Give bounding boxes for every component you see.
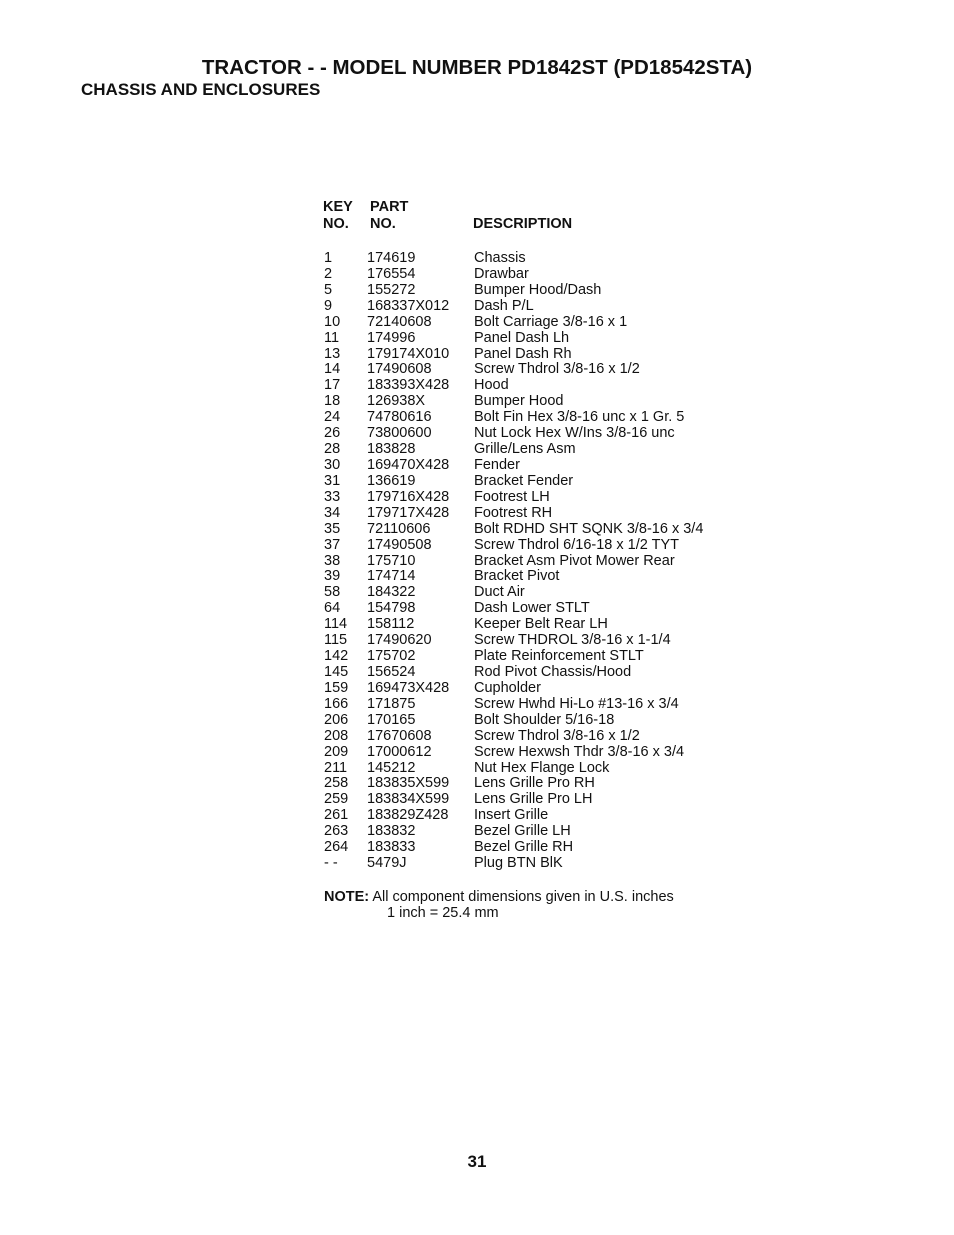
table-row: [324, 474, 744, 490]
table-row: [324, 267, 744, 283]
description-cell: Nut Hex Flange Lock: [474, 759, 610, 776]
description-cell: Bezel Grille LH: [474, 823, 571, 840]
table-row: [324, 490, 744, 506]
description-cell: Footrest LH: [474, 488, 550, 505]
part-no-cell: 17490508: [367, 536, 432, 553]
table-row: [324, 697, 744, 713]
note-line1: All component dimensions given in U.S. inches: [372, 889, 674, 905]
part-no-cell: 183393X428: [367, 377, 450, 394]
description-cell: Screw Hexwsh Thdr 3/8-16 x 3/4: [474, 743, 685, 760]
table-row: [324, 426, 744, 442]
key-no-cell: 5: [324, 281, 333, 298]
table-row: [324, 522, 744, 538]
part-no-cell: 158112: [367, 616, 415, 633]
table-row: [324, 458, 744, 474]
part-no-cell: 183833: [367, 839, 416, 856]
part-no-cell: 170165: [367, 711, 416, 728]
table-row: [324, 761, 744, 777]
description-cell: Bracket Fender: [474, 472, 574, 489]
part-no-cell: 73800600: [367, 425, 432, 442]
key-no-cell: 259: [324, 791, 349, 808]
table-row: [324, 601, 744, 617]
table-row: [324, 681, 744, 697]
key-no-cell: 35: [324, 520, 341, 537]
description-cell: Cupholder: [474, 679, 541, 696]
key-no-cell: - -: [324, 855, 338, 872]
part-no-cell: 17490620: [367, 632, 432, 649]
key-no-cell: 14: [324, 361, 341, 378]
key-no-cell: 166: [324, 695, 349, 712]
key-no-cell: 258: [324, 775, 349, 792]
description-cell: Keeper Belt Rear LH: [474, 616, 608, 633]
key-no-cell: 263: [324, 823, 349, 840]
key-no-cell: 18: [324, 393, 341, 410]
description-cell: Duct Air: [474, 584, 525, 601]
description-cell: Bolt Carriage 3/8-16 x 1: [474, 313, 628, 330]
table-row: [324, 633, 744, 649]
part-no-cell: 74780616: [367, 409, 432, 426]
key-no-cell: 10: [324, 313, 341, 330]
key-no-cell: 11: [324, 329, 340, 346]
description-cell: Hood: [474, 377, 509, 394]
description-cell: Bumper Hood: [474, 393, 564, 410]
table-row: [324, 585, 744, 601]
description-cell: Lens Grille Pro LH: [474, 791, 593, 808]
part-no-cell: 174619: [367, 250, 416, 266]
description-cell: Screw Thdrol 6/16-18 x 1/2 TYT: [474, 536, 679, 553]
key-no-header-line1: KEY: [323, 199, 353, 215]
part-no-cell: 183835X599: [367, 775, 450, 792]
table-row: [324, 808, 744, 824]
description-cell: Screw THDROL 3/8-16 x 1-1/4: [474, 632, 671, 649]
key-no-cell: 24: [324, 409, 341, 426]
description-cell: Bumper Hood/Dash: [474, 281, 602, 298]
part-no-cell: 5479J: [367, 855, 407, 872]
key-no-cell: 9: [324, 297, 333, 314]
table-row: [324, 347, 744, 363]
description-cell: Screw Thdrol 3/8-16 x 1/2: [474, 727, 640, 744]
description-cell: Grille/Lens Asm: [474, 441, 576, 458]
part-no-cell: 126938X: [367, 393, 426, 410]
description-cell: Bolt RDHD SHT SQNK 3/8-16 x 3/4: [474, 520, 704, 537]
key-no-cell: 33: [324, 488, 341, 505]
description-cell: Dash Lower STLT: [474, 600, 590, 617]
key-no-cell: 208: [324, 727, 349, 744]
description-cell: Nut Lock Hex W/Ins 3/8-16 unc: [474, 425, 675, 442]
part-no-cell: 183832: [367, 823, 416, 840]
part-no-cell: 17000612: [367, 743, 432, 760]
part-no-cell: 174714: [367, 568, 416, 585]
table-row: [324, 410, 744, 426]
table-row: [324, 745, 744, 761]
key-no-header-line2: NO.: [323, 216, 349, 232]
table-row: [324, 729, 744, 745]
key-no-cell: 209: [324, 743, 349, 760]
description-cell: Bezel Grille RH: [474, 839, 574, 856]
description-header: DESCRIPTION: [473, 216, 573, 232]
description-cell: Fender: [474, 456, 520, 473]
part-no-cell: 179716X428: [367, 488, 450, 505]
part-no-cell: 183828: [367, 441, 416, 458]
description-cell: Bracket Asm Pivot Mower Rear: [474, 552, 675, 569]
description-cell: Screw Hwhd Hi-Lo #13-16 x 3/4: [474, 695, 679, 712]
description-cell: Drawbar: [474, 265, 529, 282]
description-cell: Dash P/L: [474, 297, 534, 314]
part-no-cell: 156524: [367, 663, 416, 680]
table-row: [324, 299, 744, 315]
table-row: [324, 840, 744, 856]
part-no-cell: 155272: [367, 281, 416, 298]
description-cell: Plug BTN BlK: [474, 855, 563, 872]
part-no-cell: 175710: [367, 552, 416, 569]
table-row: [324, 554, 744, 570]
note-line2: 1 inch = 25.4 mm: [387, 905, 499, 921]
key-no-cell: 39: [324, 568, 341, 585]
description-cell: Rod Pivot Chassis/Hood: [474, 663, 632, 680]
part-no-cell: 171875: [367, 695, 416, 712]
section-subtitle: CHASSIS AND ENCLOSURES: [81, 80, 321, 99]
part-no-cell: 17490608: [367, 361, 432, 378]
description-cell: Bracket Pivot: [474, 568, 560, 585]
part-no-header-line2: NO.: [370, 216, 396, 232]
table-row: [324, 394, 744, 410]
page-title: TRACTOR - - MODEL NUMBER PD1842ST (PD18542STA): [201, 56, 753, 79]
part-no-header-line1: PART: [370, 199, 409, 215]
key-no-cell: 30: [324, 456, 341, 473]
table-row: [324, 362, 744, 378]
key-no-cell: 264: [324, 839, 349, 856]
key-no-cell: 17: [324, 377, 341, 394]
part-no-cell: 184322: [367, 584, 416, 601]
part-no-cell: 179717X428: [367, 504, 450, 521]
table-row: [324, 331, 744, 347]
key-no-cell: 34: [324, 504, 341, 521]
description-cell: Insert Grille: [474, 807, 549, 824]
table-row: [324, 442, 744, 458]
table-row: [324, 506, 744, 522]
table-row: [324, 315, 744, 331]
table-row: [324, 617, 744, 633]
part-no-cell: 72110606: [367, 520, 431, 537]
table-row: [324, 665, 744, 681]
table-row: [324, 824, 744, 840]
key-no-cell: 115: [324, 632, 348, 649]
table-row: [324, 649, 744, 665]
description-cell: Bolt Fin Hex 3/8-16 unc x 1 Gr. 5: [474, 409, 685, 426]
key-no-cell: 64: [324, 600, 341, 617]
part-no-cell: 145212: [367, 759, 416, 776]
description-cell: Chassis: [474, 250, 526, 266]
table-row: [324, 856, 744, 872]
note: [324, 889, 674, 905]
description-cell: Screw Thdrol 3/8-16 x 1/2: [474, 361, 640, 378]
part-no-cell: 176554: [367, 265, 416, 282]
description-cell: Lens Grille Pro RH: [474, 775, 595, 792]
part-no-cell: 169473X428: [367, 679, 450, 696]
part-no-cell: 174996: [367, 329, 416, 346]
key-no-cell: 159: [324, 679, 349, 696]
key-no-cell: 145: [324, 663, 349, 680]
part-no-cell: 154798: [367, 600, 416, 617]
table-row: [324, 538, 744, 554]
key-no-cell: 31: [324, 472, 341, 489]
table-row: [324, 569, 744, 585]
key-no-cell: 28: [324, 441, 341, 458]
description-cell: Footrest RH: [474, 504, 553, 521]
part-no-cell: 72140608: [367, 313, 432, 330]
part-no-cell: 17670608: [367, 727, 432, 744]
description-cell: Bolt Shoulder 5/16-18: [474, 711, 615, 728]
part-no-cell: 183834X599: [367, 791, 450, 808]
table-row: [324, 283, 744, 299]
key-no-cell: 38: [324, 552, 341, 569]
description-cell: Panel Dash Lh: [474, 329, 570, 346]
key-no-cell: 142: [324, 648, 349, 665]
key-no-cell: 1: [324, 250, 333, 266]
parts-table: [324, 251, 744, 872]
key-no-cell: 37: [324, 536, 341, 553]
key-no-cell: 58: [324, 584, 341, 601]
key-no-cell: 26: [324, 425, 341, 442]
part-no-cell: 175702: [367, 648, 416, 665]
table-row: [324, 251, 744, 267]
key-no-cell: 211: [324, 759, 348, 776]
part-no-cell: 168337X012: [367, 297, 450, 314]
key-no-cell: 261: [324, 807, 349, 824]
part-no-cell: 136619: [367, 472, 416, 489]
table-row: [324, 378, 744, 394]
page-number: 31: [467, 1152, 487, 1171]
key-no-cell: 13: [324, 345, 341, 362]
key-no-cell: 114: [324, 616, 348, 633]
table-row: [324, 776, 744, 792]
note-label: NOTE:: [324, 889, 370, 905]
description-cell: Plate Reinforcement STLT: [474, 648, 644, 665]
table-row: [324, 792, 744, 808]
key-no-cell: 206: [324, 711, 349, 728]
part-no-cell: 183829Z428: [367, 807, 449, 824]
key-no-cell: 2: [324, 265, 333, 282]
part-no-cell: 179174X010: [367, 345, 450, 362]
part-no-cell: 169470X428: [367, 456, 450, 473]
description-cell: Panel Dash Rh: [474, 345, 572, 362]
table-row: [324, 713, 744, 729]
